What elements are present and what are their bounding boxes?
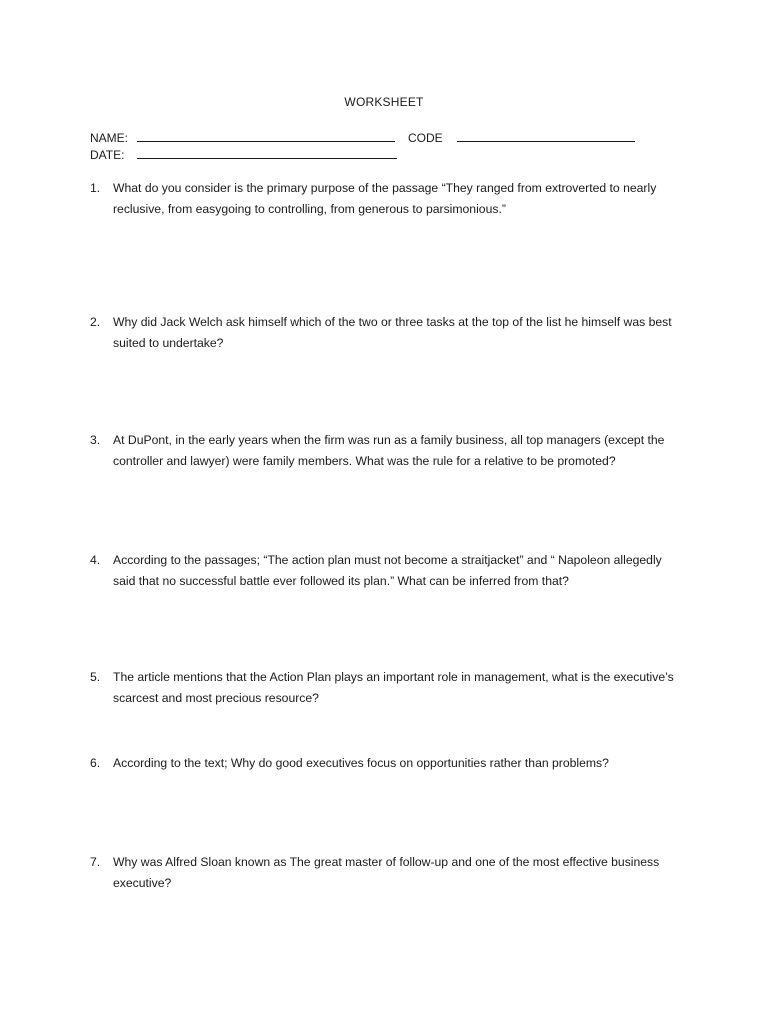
code-row	[408, 129, 635, 146]
question-4	[90, 550, 680, 592]
code-label: CODE	[408, 131, 443, 145]
question-text: According to the passages; “The action plan must not become a straitjacket” and “ Napoleon allegedly said that no successful battle ever followed its plan.” What can be inferred from that?	[113, 553, 662, 588]
question-number: 4.	[90, 553, 101, 567]
question-6	[90, 753, 680, 774]
question-5	[90, 667, 680, 709]
question-text: The article mentions that the Action Plan plays an important role in management, what is the executive’s scarcest and most precious resource?	[113, 670, 674, 705]
question-text: According to the text; Why do good executives focus on opportunities rather than problems?	[113, 756, 609, 770]
name-row	[90, 129, 395, 146]
question-number: 6.	[90, 756, 101, 770]
code-field[interactable]	[457, 129, 635, 142]
question-text: Why did Jack Welch ask himself which of the two or three tasks at the top of the list he himself was best suited to undertake?	[113, 315, 672, 350]
question-7	[90, 852, 680, 894]
question-text: What do you consider is the primary purpose of the passage “They ranged from extroverted to nearly reclusive, from easygoing to controlling, from generous to parsimonious.”	[113, 181, 657, 216]
question-number: 2.	[90, 315, 101, 329]
name-label: NAME:	[90, 131, 129, 145]
question-number: 1.	[90, 181, 101, 195]
page-title: WORKSHEET	[344, 95, 424, 109]
question-1	[90, 178, 680, 220]
question-text: At DuPont, in the early years when the firm was run as a family business, all top managers (except the controller and lawyer) were family members. What was the rule for a relative to be promoted?	[113, 433, 665, 468]
question-2	[90, 312, 680, 354]
question-number: 5.	[90, 670, 101, 684]
question-number: 3.	[90, 433, 101, 447]
name-field[interactable]	[137, 129, 395, 142]
question-number: 7.	[90, 855, 101, 869]
date-row	[90, 146, 397, 163]
question-text: Why was Alfred Sloan known as The great master of follow-up and one of the most effective business executive?	[113, 855, 660, 890]
date-field[interactable]	[137, 146, 397, 159]
question-3	[90, 430, 680, 472]
date-label: DATE:	[90, 148, 125, 162]
